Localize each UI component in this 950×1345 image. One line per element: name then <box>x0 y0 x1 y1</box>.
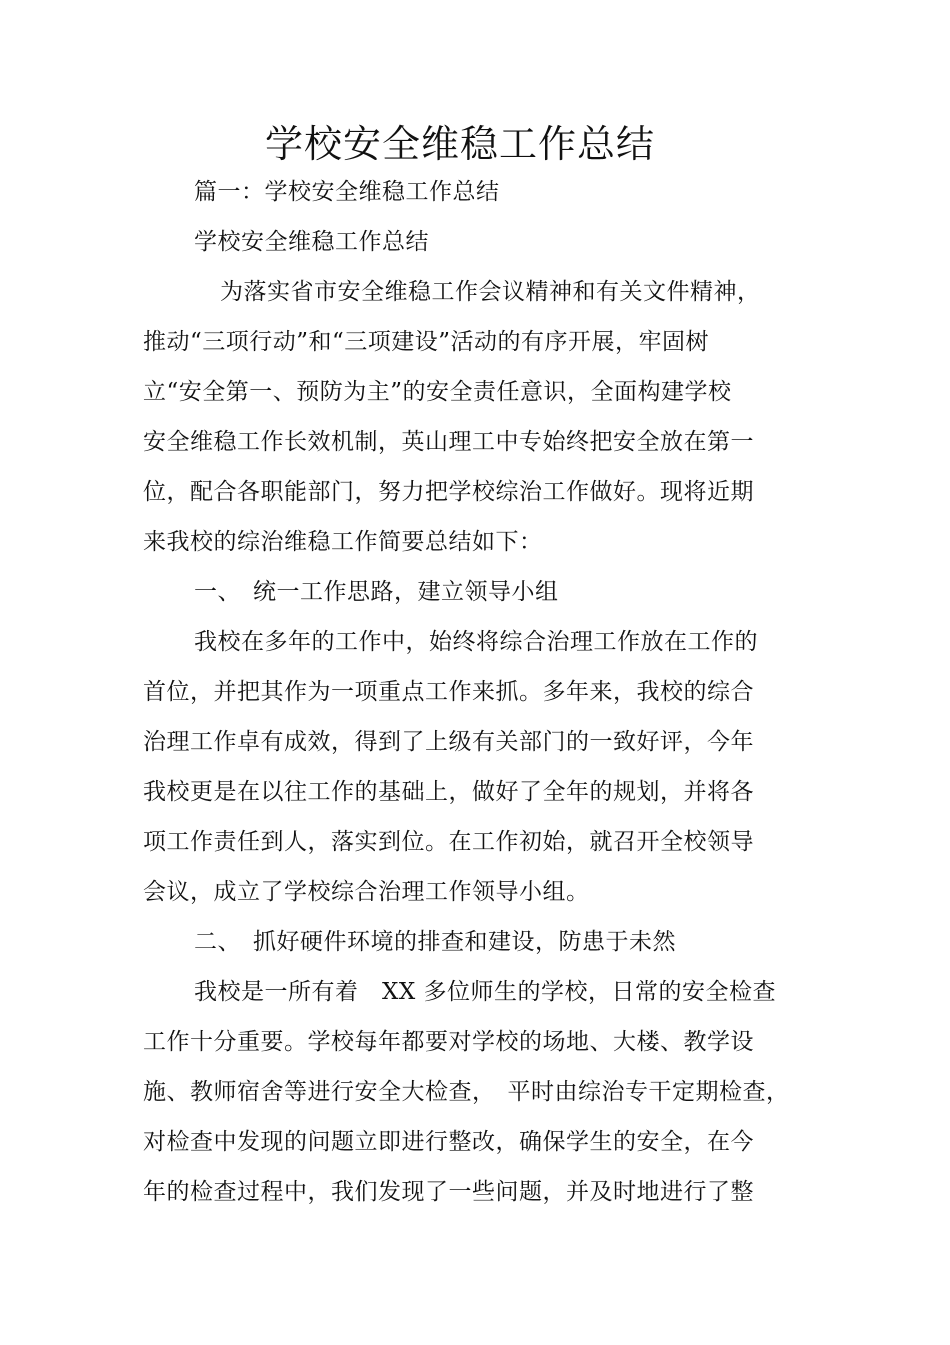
paragraph-line: 我校是一所有着 XX 多位师生的学校，日常的安全检查 <box>194 979 777 1005</box>
paragraph-line: 来我校的综治维稳工作简要总结如下： <box>143 529 543 555</box>
paragraph-line: 首位，并把其作为一项重点工作来抓。多年来，我校的综合 <box>143 679 754 705</box>
paragraph-line: 治理工作卓有成效，得到了上级有关部门的一致好评，今年 <box>143 729 754 755</box>
paragraph-line: 会议，成立了学校综合治理工作领导小组。 <box>143 879 590 905</box>
section-heading: 篇一：学校安全维稳工作总结 <box>194 179 500 205</box>
document-title: 学校安全维稳工作总结 <box>264 122 655 166</box>
paragraph-line: 安全维稳工作长效机制，英山理工中专始终把安全放在第一 <box>143 429 754 455</box>
paragraph-line: 对检查中发现的问题立即进行整改，确保学生的安全，在今 <box>143 1129 754 1155</box>
subtitle: 学校安全维稳工作总结 <box>194 229 429 255</box>
paragraph-line: 位，配合各职能部门，努力把学校综治工作做好。现将近期 <box>143 479 754 505</box>
section-heading: 一、 统一工作思路，建立领导小组 <box>194 579 559 605</box>
paragraph-line: 施、教师宿舍等进行安全大检查， 平时由综治专干定期检查， <box>143 1079 790 1105</box>
paragraph-line: 我校更是在以往工作的基础上，做好了全年的规划，并将各 <box>143 779 754 805</box>
paragraph-line: 我校在多年的工作中，始终将综合治理工作放在工作的 <box>194 629 758 655</box>
paragraph-line: 工作十分重要。学校每年都要对学校的场地、大楼、教学设 <box>143 1029 754 1055</box>
paragraph-line: 为落实省市安全维稳工作会议精神和有关文件精神， <box>220 279 761 305</box>
paragraph-line: 项工作责任到人，落实到位。在工作初始，就召开全校领导 <box>143 829 754 855</box>
paragraph-line: 立“安全第一、预防为主”的安全责任意识，全面构建学校 <box>143 379 732 405</box>
paragraph-line: 年的检查过程中，我们发现了一些问题，并及时地进行了整 <box>143 1179 754 1205</box>
paragraph-line: 推动“三项行动”和“三项建设”活动的有序开展，牢固树 <box>143 329 710 355</box>
section-heading: 二、 抓好硬件环境的排查和建设，防患于未然 <box>194 929 676 955</box>
